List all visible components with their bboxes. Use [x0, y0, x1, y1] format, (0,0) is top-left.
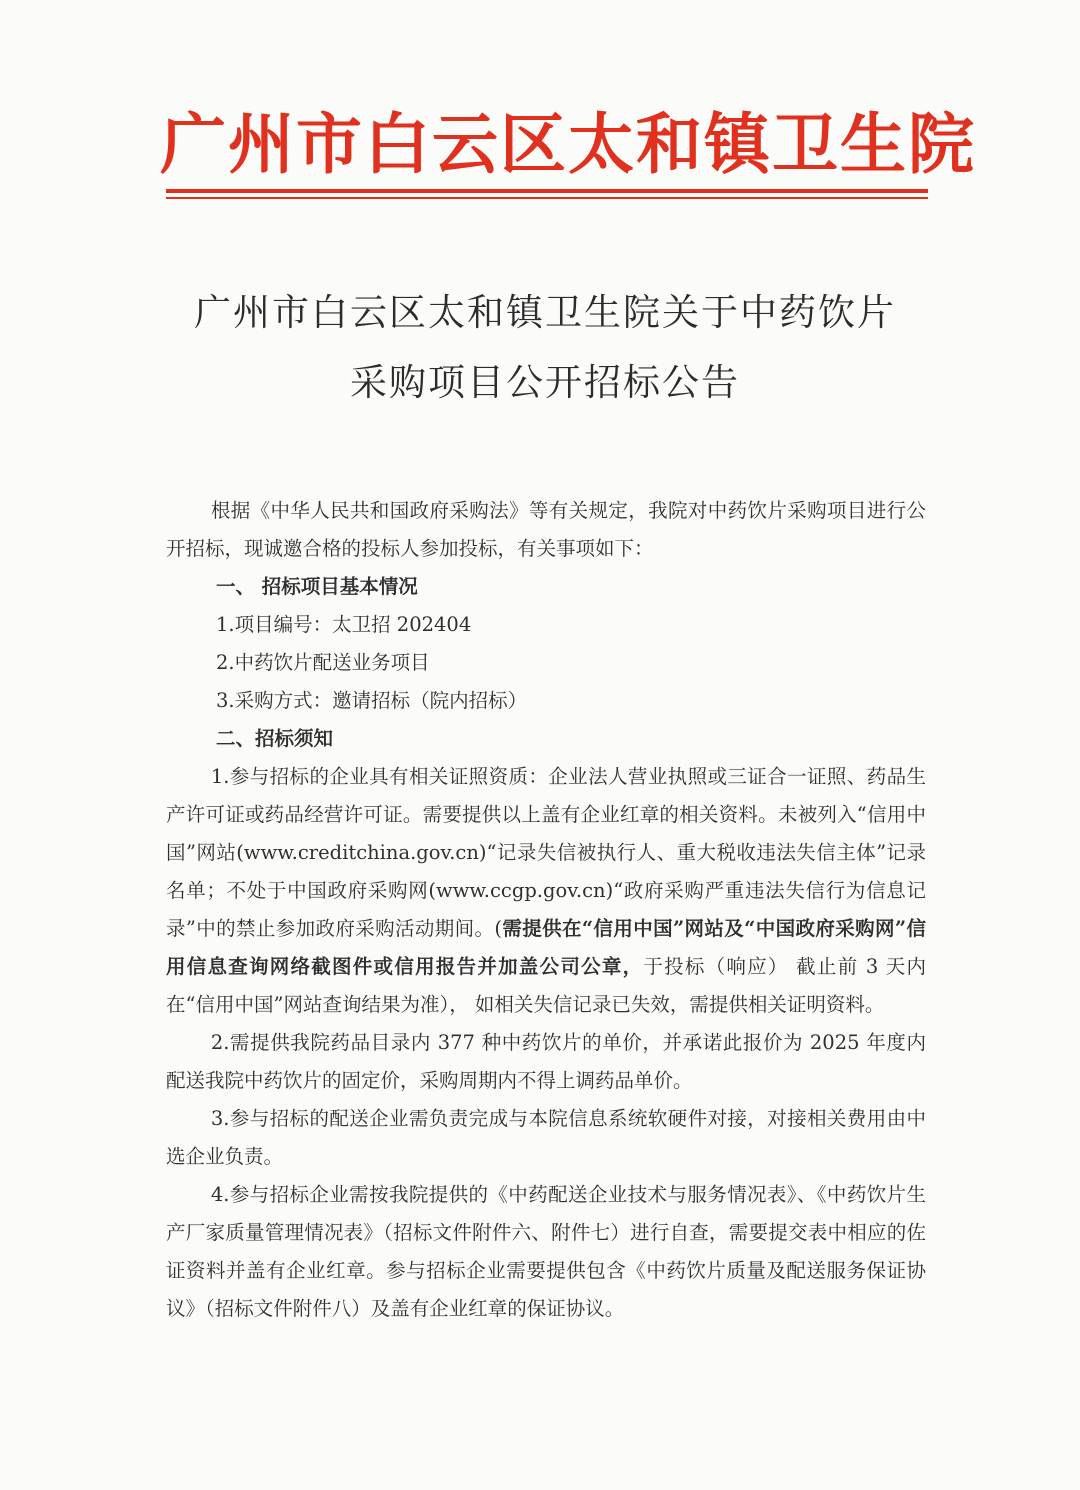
section-2-heading: 二、招标须知 [216, 727, 334, 750]
section-1-item-2: 2.中药饮片配送业务项目 [216, 651, 430, 674]
section-2-item-1 [166, 758, 926, 1024]
item-1-bold-text: 需提供在“信用中国”网站及“中国政府采购网”信用信息查询网络截图件或信用报告并加盖公司公章， [166, 917, 927, 978]
document-title-line-1: 广州市白云区太和镇卫生院关于中药饮片 [194, 291, 896, 334]
section-2-item-3: 3.参与招标的配送企业需负责完成与本院信息系统软硬件对接，对接相关费用由中选企业负责。 [166, 1107, 926, 1168]
section-1-item-1: 1.项目编号：太卫招 202404 [216, 613, 472, 636]
letterhead-red-rule [166, 189, 928, 199]
intro-paragraph: 根据《中华人民共和国政府采购法》等有关规定，我院对中药饮片采购项目进行公开招标，现诚邀合格的投标人参加投标，有关事项如下： [166, 499, 926, 560]
document-title-line-2: 采购项目公开招标公告 [350, 361, 740, 404]
item-1-text: 1.参与招标的企业具有相关证照资质：企业法人营业执照或三证合一证照、药品生产许可证或药品经营许可证。需要提供以上盖有企业红章的相关资料。未被列入“信用中国”网站(www.creditchina.gov.cn)“记录失信被执行人、重大税收违法失信主体”记录名单；不处于中国政府采购网(www.ccgp.gov.cn)“政府采购严重违法失信行为信息记录”中的禁止参加政府采购活动期间。( [166, 765, 926, 940]
red-rule-thin [166, 197, 928, 199]
section-1-heading: 一、 招标项目基本情况 [216, 575, 418, 598]
letterhead-org-name: 广州市白云区太和镇卫生院 [160, 106, 976, 183]
section-1-item-3: 3.采购方式：邀请招标（院内招标） [216, 689, 528, 712]
item-1-tail-text: 于投标（响应） 截止前 3 天内在“信用中国”网站查询结果为准）， 如相关失信记录已失效，需提供相关证明资料。 [166, 955, 926, 1016]
section-2-item-2: 2.需提供我院药品目录内 377 种中药饮片的单价，并承诺此报价为 2025 年度内配送我院中药饮片的固定价，采购周期内不得上调药品单价。 [166, 1031, 926, 1092]
section-2-item-4: 4.参与招标企业需按我院提供的《中药配送企业技术与服务情况表》、《中药饮片生产厂家质量管理情况表》（招标文件附件六、附件七）进行自查，需要提交表中相应的佐证资料并盖有企业红章。参与招标企业需要提供包含《中药饮片质量及配送服务保证协议》（招标文件附件八）及盖有企业红章的保证协议。 [166, 1183, 926, 1320]
intro-block [166, 492, 926, 1328]
